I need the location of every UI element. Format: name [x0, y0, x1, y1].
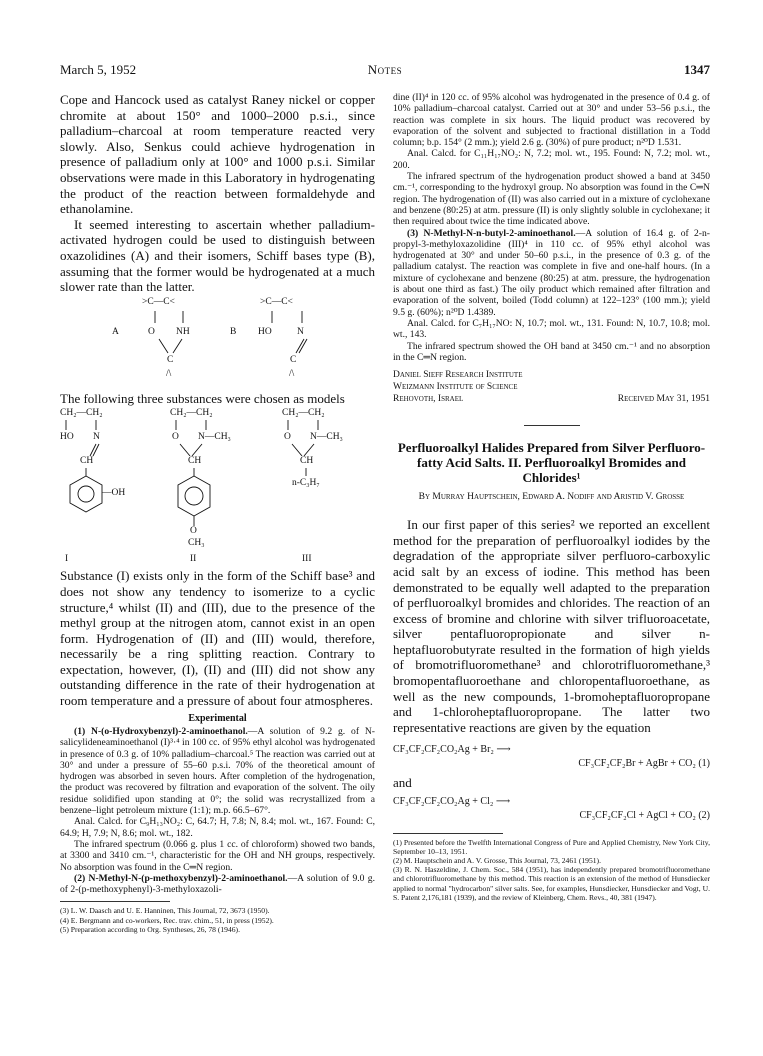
footnote-2: (2) M. Hauptschein and A. V. Grosse, This Journal, 73, 2461 (1951).: [393, 856, 601, 866]
model-ii-ch3: CH₃: [188, 538, 205, 549]
struct-a-top: >C—C<: [142, 296, 175, 307]
affiliation-line-3: [393, 393, 710, 405]
experiment-2-infrared: The infrared spectrum of the hydrogenation product showed a band at 3450 cm.⁻¹, corresponding to the hydroxyl group. No absorption was found in the C═N region. The hydrogenation of (II) was also carried out in a mixture of cyclohexane and benzene (80:25) at atm. pressure (II) is only slightly soluble in cyclohexane; it then required about twice the time indicated above.: [393, 171, 710, 228]
model-iii-propyl: n-C₃H₇: [292, 478, 320, 489]
footnote-rule: [60, 901, 170, 902]
experiment-3-text: —A solution of 16.4 g. of 2-n-propyl-3-methyloxazolidine (III)⁴ in 110 cc. of 95% ethyl alcohol was hydrogenated at 30° and under 50–60 p.s.i., in the presence of 0.3 g. of the palladium catalyst. The reaction was complete in five and one-half hours. (In a mixture of cyclohexane and benzene (80:25) at atm. pressure, the hydrogenation is about one third as fast.) The oily product which remained after filtration and evaporation of the solvent, boiled (Todd column) at 122–123° (100 mm.); yield 9.5 g. (60%); n²⁰D 1.4389.: [393, 227, 710, 318]
model-iii-ch: CH: [300, 456, 314, 467]
experiment-3: [393, 228, 710, 318]
model-i-ho: HO: [60, 432, 74, 443]
experiment-1-infrared: The infrared spectrum (0.066 g. plus 1 cc. of chloroform) showed two bands, at 3300 and 3410 cm.⁻¹, characteristic for the OH and NH groups, respectively. No absorption was found in the C═N region.: [60, 838, 375, 873]
affiliation-line-1: Daniel Sieff Research Institute: [393, 370, 523, 381]
equation-1-right: CF₃CF₂CF₂Br + AgBr + CO₂ (1): [578, 758, 710, 770]
experiment-2-text: —A solution of 9.0 g. of 2-(p-methoxyphenyl)-3-methyloxazoli-: [60, 872, 375, 896]
paragraph: It seemed interesting to ascertain whether palladium-activated hydrogen could be used to distinguish between oxazolidines (A) and their isomers, Schiff bases type (B), assuming that the former would be hydrogenated at a much slower rate than the latter.: [60, 216, 375, 295]
affiliation-location: Rehovoth, Israel: [393, 394, 464, 405]
struct-b-nitrogen: N: [297, 326, 304, 337]
running-header: [60, 62, 710, 80]
equation-2: [393, 795, 710, 823]
model-ii-oxygen-2: O: [190, 526, 197, 537]
model-iii-label: III: [302, 554, 312, 565]
article-separator: [524, 425, 580, 426]
header-page-number: 1347: [684, 62, 710, 77]
equation-1: [393, 743, 710, 771]
equation-1-left: CF₃CF₂CF₂CO₂Ag + Br₂ ⟶: [393, 744, 511, 756]
model-ii-n-methyl: N—CH₃: [198, 432, 231, 443]
article-title: Perfluoroalkyl Halides Prepared from Silver Perfluoro-fatty Acid Salts. II. Perfluoroalkyl Bromides and Chlorides¹: [397, 440, 706, 486]
received-date: Received May 31, 1951: [617, 394, 710, 405]
struct-a-oxygen: O: [148, 326, 155, 337]
footnote-3: (3) R. N. Haszeldine, J. Chem. Soc., 584 (1951), has independently prepared bromotrifluoromethane and chlorotrifluoromethane by this method. This reaction is an extension of the method of Hunsdiecker applied to normal "hydrocarbon" silver salts. See, for examples, Hunsdiecker, Hunsdiecker and Vogt, U. S. Patent 2,176,181 (1939), and the review of Kleinberg, Chem. Revs., 40, 381 (1947).: [393, 865, 710, 902]
article-body: In our first paper of this series² we reported an excellent method for the preparation of perfluoroalkyl iodides by the degradation of the appropriate silver perfluoro-carboxylic acid salt by an excess of iodine. This method has been demonstrated to be equally well adapted to the preparation of perfluoroalkyl bromides and chlorides. The reaction of an excess of bromine and chlorine with silver trifluoroacetate, silver pentafluoropropionate and silver n-heptafluorobutyrate resulted in the formation of high yields of bromotrifluoromethane³ and chlorotrifluoromethane,³ bromopentafluoroethane and chloropentafluoroethane, as well as the new compounds, 1-bromoheptafluoropropane and 1-chloroheptafluoropropane. The latter two representative reactions are given by the equation: [393, 517, 710, 735]
structures-a-b-bonds: [60, 295, 375, 391]
affiliation-line-2: Weizmann Institute of Science: [393, 382, 518, 393]
equation-2-left: CF₃CF₂CF₂CO₂Ag + Cl₂ ⟶: [393, 796, 511, 808]
struct-b-top: >C—C<: [260, 296, 293, 307]
affiliation-block: [393, 369, 710, 405]
model-iii-n-methyl: N—CH₃: [310, 432, 343, 443]
experiment-3-infrared: The infrared spectrum showed the OH band at 3450 cm.⁻¹ and no absorption in the C═N region.: [393, 340, 710, 363]
experiment-1: [60, 726, 375, 816]
footnote-5: (5) Preparation according to Org. Syntheses, 26, 78 (1946).: [60, 924, 240, 934]
experiment-1-analysis: Anal. Calcd. for C₉H₁₃NO₂: C, 64.7; H, 7.8; N, 8.4; mol. wt., 167. Found: C, 64.9; H, 7.9; N, 8.6; mol. wt., 182.: [60, 816, 375, 839]
experiment-3-title: (3) N-Methyl-N-n-butyl-2-aminoethanol.: [407, 227, 576, 239]
left-column: [60, 92, 375, 934]
model-ii-label: II: [190, 554, 197, 565]
structures-a-b: [60, 295, 375, 391]
struct-b-bottom: /\: [289, 368, 295, 379]
paragraph: The following three substances were chosen as models: [60, 390, 345, 406]
header-section: Notes: [367, 62, 403, 77]
experiment-2-title: (2) N-Methyl-N-(p-methoxybenzyl)-2-aminoethanol.: [74, 872, 288, 884]
model-i-top: CH₂—CH₂: [60, 408, 103, 419]
right-column: [393, 92, 710, 902]
equation-connector: and: [393, 775, 412, 791]
experiment-2: [60, 873, 375, 896]
struct-a-nh: NH: [176, 326, 190, 337]
experimental-heading: Experimental: [188, 712, 247, 724]
footnote-rule: [393, 833, 503, 834]
footnote-3: (3) L. W. Daasch and U. E. Hanninen, This Journal, 72, 3673 (1950).: [60, 906, 270, 916]
model-i-nitrogen: N: [93, 432, 100, 443]
footnote-4: (4) E. Bergmann and co-workers, Rec. trav. chim., 51, in press (1952).: [60, 915, 274, 925]
article-byline: By Murray Hauptschein, Edward A. Nodiff and Aristid V. Grosse: [418, 492, 685, 503]
paragraph: Cope and Hancock used as catalyst Raney nickel or copper chromite at about 150° and 1000–2000 p.s.i., since palladium–charcoal at room temperature reacted very slowly. Also, Senkus could achieve hydrogenation in presence of palladium only at 100° and 1000 p.s.i. Similar observations were made in this Laboratory in hydrogenating the product of the reaction between formaldehyde and ethanolamine.: [60, 92, 375, 217]
struct-b-label: B: [230, 326, 237, 337]
model-i-oh: —OH: [102, 488, 126, 499]
experiment-1-title: (1) N-(o-Hydroxybenzyl)-2-aminoethanol.: [74, 725, 248, 737]
experiment-1-text: —A solution of 9.2 g. of N-salicylideneaminoethanol (I)³·⁴ in 100 cc. of 95% ethyl alcohol was hydrogenated in presence of 0.3 g. of 10% palladium–charcoal.⁵ The reaction was carried out at 30° and under a pressure of 55–60 p.s.i. 70% of the theoretical amount of hydrogen was absorbed in seven hours. After completion of the hydrogenation, the product was recovered by filtration and evaporation of the solvent. The oily residue solidified upon standing at 0°; the solid was recrystallized from a benzene–light petroleum mixture (1:1); m.p. 66.5–67°.: [60, 725, 375, 817]
model-ii-top: CH₂—CH₂: [170, 408, 213, 419]
experiment-3-analysis: Anal. Calcd. for C₇H₁₇NO: N, 10.7; mol. wt., 131. Found: N, 10.7, 10.8; mol. wt., 143.: [393, 317, 710, 341]
model-iii-oxygen: O: [284, 432, 291, 443]
model-structures-bonds: [60, 406, 375, 568]
paragraph: Substance (I) exists only in the form of the Schiff base³ and does not show any tendency to isomerize to a cyclic structure,⁴ whilst (II) and (III), due to the presence of the methyl group at the nitrogen atom, cannot exist in an open form. Hydrogenation of (II) and (III) would, therefore, necessarily be a ring splitting reaction. Contrary to expectation, however, (I), (II) and (III) did not show any outstanding difference in the rate of their hydrogenation at room temperature and a pressure of about four atmospheres.: [60, 568, 375, 709]
model-ii-oxygen: O: [172, 432, 179, 443]
model-i-ch: CH: [80, 456, 94, 467]
model-ii-ch: CH: [188, 456, 202, 467]
equation-2-right: CF₃CF₂CF₂Cl + AgCl + CO₂ (2): [579, 810, 710, 822]
experiment-2-continued: dine (II)⁴ in 120 cc. of 95% alcohol was hydrogenated in the presence of 0.4 g. of 10% palladium–charcoal catalyst. Carried out at 30° and under 53–56 p.s.i., the reaction was complete in six hours. The liquid product was recovered by evaporation of the solvent and subjected to fractional distillation in a Todd column; b.p. 154° (2 mm.); yield 2.6 g. (30%) of pure product; n²⁰D 1.531.: [393, 92, 710, 149]
struct-a-bottom: /\: [166, 368, 172, 379]
struct-a-label: A: [112, 326, 119, 337]
struct-b-ho: HO: [258, 326, 272, 337]
struct-a-carbon: C: [167, 354, 174, 365]
model-iii-top: CH₂—CH₂: [282, 408, 325, 419]
header-date: March 5, 1952: [60, 62, 137, 77]
experiment-2-analysis: Anal. Calcd. for C₁₁H₁₇NO₂: N, 7.2; mol. wt., 195. Found: N, 7.2; mol. wt., 200.: [393, 148, 710, 171]
footnote-1: (1) Presented before the Twelfth International Congress of Pure and Applied Chemistry, New York City, September 10–13, 1951.: [393, 838, 710, 857]
struct-b-carbon: C: [290, 354, 297, 365]
model-structures: [60, 406, 375, 568]
model-i-label: I: [65, 554, 69, 565]
